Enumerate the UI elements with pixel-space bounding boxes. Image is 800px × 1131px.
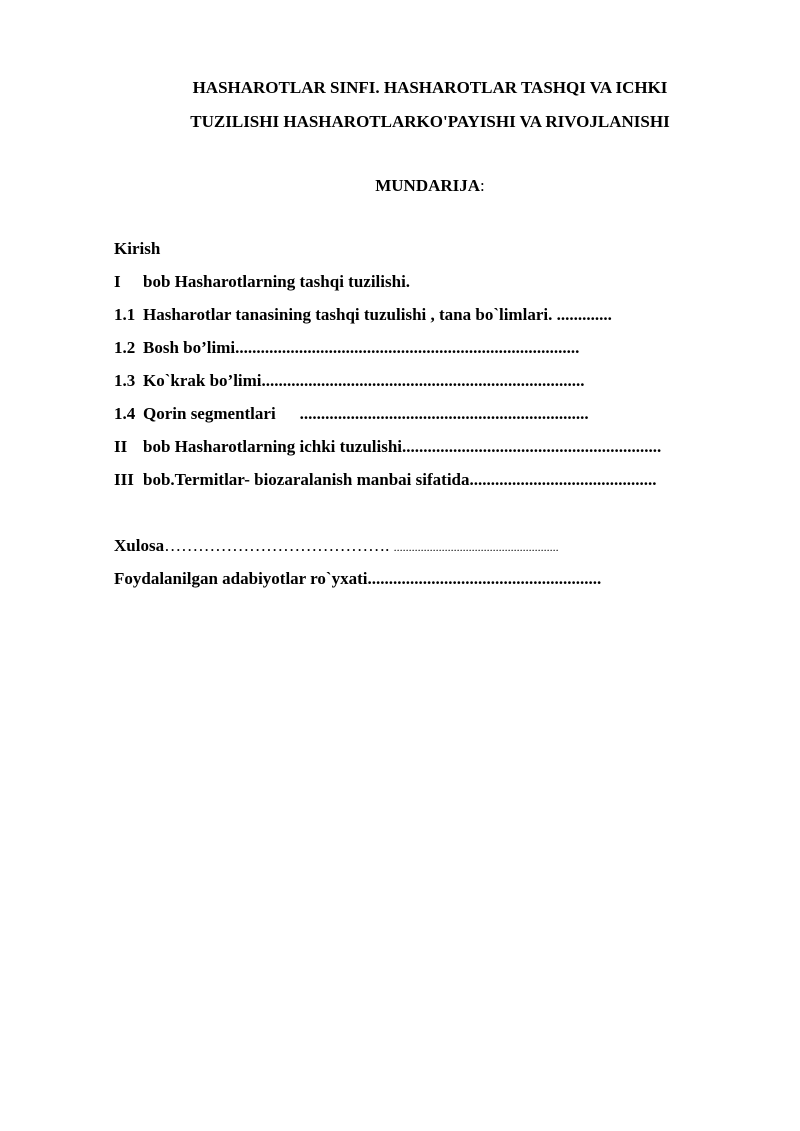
toc-entry-leader-dots: …………………………………. <box>164 536 394 555</box>
toc-entry-text: Xulosa <box>114 536 165 555</box>
toc-entry-kirish <box>114 238 160 260</box>
toc-entry-section-1-2 <box>114 337 579 359</box>
toc-entry-chapter-1 <box>114 271 410 293</box>
toc-entry-text: Kirish <box>114 239 161 258</box>
toc-entry-leader-dots: .................................................................... <box>299 404 589 423</box>
toc-entry-references <box>114 568 601 590</box>
toc-entry-text: Ko`krak bo’limi............................................................................ <box>143 371 585 390</box>
toc-entry-number: II <box>114 437 128 456</box>
toc-entry-text: Foydalanilgan adabiyotlar ro`yxati....................................................... <box>114 569 602 588</box>
toc-entry-number: 1.3 <box>114 371 136 390</box>
toc-entry-number: I <box>114 272 121 291</box>
toc-entry-chapter-2 <box>114 436 661 458</box>
toc-entry-text: Hasharotlar tanasining tashqi tuzulishi , tana bo`limlari. ............. <box>143 305 612 324</box>
toc-entry-number: 1.2 <box>114 338 136 357</box>
toc-entry-xulosa <box>114 535 559 558</box>
contents-heading-text: MUNDARIJA <box>375 176 481 195</box>
toc-entry-leader-dots-small: ....................................................... <box>393 540 559 554</box>
contents-heading <box>0 176 800 196</box>
contents-heading-colon: : <box>480 176 485 195</box>
toc-entry-text: bob Hasharotlarning ichki tuzulishi............................................................. <box>143 437 662 456</box>
toc-entry-text: Qorin segmentlari <box>143 404 276 423</box>
toc-entry-section-1-1 <box>114 304 612 326</box>
toc-entry-section-1-4 <box>114 403 589 425</box>
toc-entry-number: III <box>114 470 134 489</box>
toc-entry-text: bob Hasharotlarning tashqi tuzilishi. <box>143 272 411 291</box>
toc-entry-chapter-3 <box>114 469 657 491</box>
document-title-line-1: HASHAROTLAR SINFI. HASHAROTLAR TASHQI VA ICHKI <box>192 78 668 97</box>
document-title-line-2: TUZILISHI HASHAROTLARKO'PAYISHI VA RIVOJLANISHI <box>190 112 670 131</box>
toc-entry-text: bob.Termitlar- biozaralanish manbai sifatida............................................ <box>143 470 657 489</box>
toc-entry-number: 1.4 <box>114 404 136 423</box>
toc-entry-section-1-3 <box>114 370 585 392</box>
toc-entry-text: Bosh bo’limi................................................................................. <box>143 338 580 357</box>
toc-entry-number: 1.1 <box>114 305 136 324</box>
